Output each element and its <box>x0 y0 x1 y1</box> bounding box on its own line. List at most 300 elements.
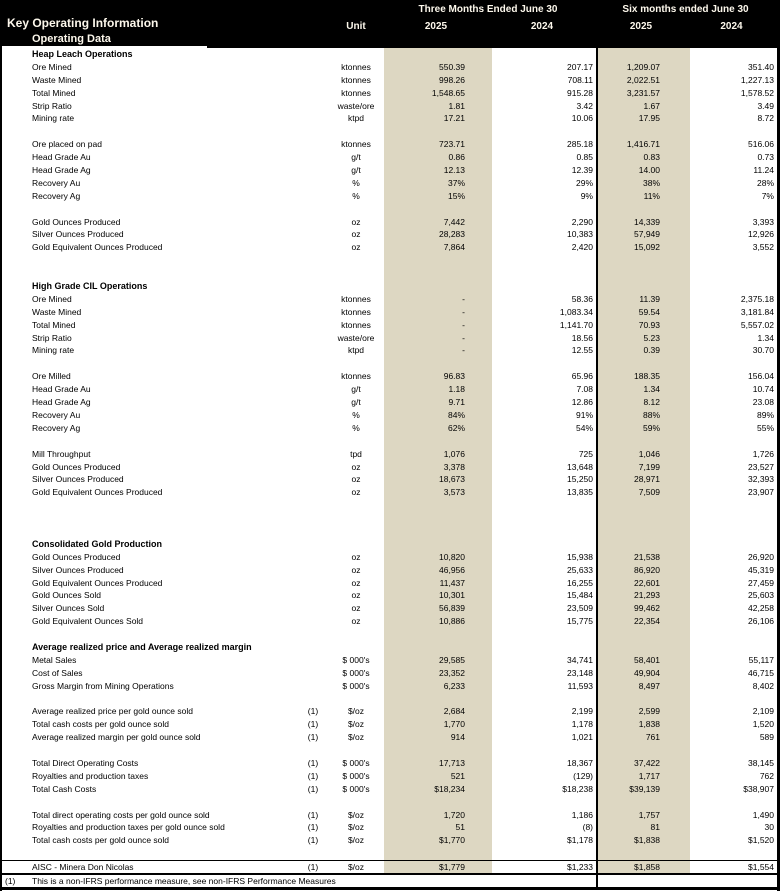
value-3m-2025 <box>384 512 492 525</box>
row-label: Consolidated Gold Production <box>32 538 162 549</box>
table-row <box>2 680 777 693</box>
row-note <box>298 190 328 203</box>
value-3m-2024: 12.55 <box>571 345 593 356</box>
value-3m-2024 <box>492 847 596 860</box>
value-6m-2024: 0.73 <box>757 152 774 163</box>
value-3m-2025: 7,442 <box>384 216 492 229</box>
value-6m-2025: 1,717 <box>596 770 690 783</box>
row-label: Waste Mined <box>32 74 82 85</box>
row-unit <box>328 267 384 280</box>
value-3m-2025: 550.39 <box>384 61 492 74</box>
value-3m-2025: - <box>384 344 492 357</box>
value-6m-2025 <box>596 203 690 216</box>
row-unit <box>328 280 384 293</box>
row-note <box>298 564 328 577</box>
unit-column-header: Unit <box>346 21 366 32</box>
value-3m-2024: 708.11 <box>567 74 593 85</box>
table-row <box>2 370 777 383</box>
value-6m-2025 <box>596 538 690 551</box>
table-row <box>2 602 777 615</box>
value-3m-2024: 23,148 <box>567 667 593 678</box>
value-6m-2025: 22,601 <box>596 577 690 590</box>
value-3m-2025: 1.81 <box>384 100 492 113</box>
row-label: Gross Margin from Mining Operations <box>32 680 174 691</box>
row-label: Silver Ounces Produced <box>32 474 124 485</box>
value-3m-2025 <box>384 847 492 860</box>
row-label <box>2 254 298 267</box>
value-3m-2024 <box>492 499 596 512</box>
table-row <box>2 280 777 293</box>
value-3m-2024 <box>492 512 596 525</box>
value-6m-2025: 70.93 <box>596 319 690 332</box>
value-6m-2024: 1,726 <box>752 448 774 459</box>
value-3m-2025: $1,779 <box>384 861 492 873</box>
value-3m-2025: 9.71 <box>384 396 492 409</box>
row-label: Average realized price per gold ounce sold <box>32 706 193 717</box>
value-3m-2025 <box>384 203 492 216</box>
row-note <box>298 847 328 860</box>
row-note <box>298 151 328 164</box>
table-row <box>2 473 777 486</box>
row-note <box>298 254 328 267</box>
value-3m-2024: 15,250 <box>567 474 593 485</box>
row-label <box>2 744 298 757</box>
period-group-six-months: Six months ended June 30 <box>622 4 749 15</box>
value-6m-2025: 8,497 <box>596 680 690 693</box>
table-row <box>2 809 777 822</box>
value-6m-2024: 351.40 <box>748 61 774 72</box>
row-label: Recovery Ag <box>32 190 81 201</box>
row-note <box>298 319 328 332</box>
row-note <box>298 796 328 809</box>
value-6m-2025: 99,462 <box>596 602 690 615</box>
row-label <box>2 512 298 525</box>
row-note <box>298 177 328 190</box>
row-unit: oz <box>351 590 361 601</box>
table-row <box>2 731 777 744</box>
row-label: Average realized price and Average realized margin <box>32 641 252 652</box>
row-label: Silver Ounces Sold <box>32 603 105 614</box>
value-6m-2025: 22,354 <box>596 615 690 628</box>
row-unit <box>328 847 384 860</box>
row-note: (1) <box>307 770 319 781</box>
row-note <box>298 383 328 396</box>
row-note: (1) <box>307 732 319 743</box>
value-3m-2024: 11,593 <box>567 680 593 691</box>
value-3m-2024 <box>492 641 596 654</box>
value-6m-2025 <box>596 847 690 860</box>
value-3m-2024: 18.56 <box>571 332 593 343</box>
table-row <box>2 435 777 448</box>
row-note: (1) <box>307 706 319 717</box>
value-6m-2024: 26,106 <box>748 616 774 627</box>
value-3m-2024: 2,420 <box>571 242 593 253</box>
value-6m-2025 <box>596 254 690 267</box>
value-3m-2025: 12.13 <box>384 164 492 177</box>
row-label: Gold Equivalent Ounces Produced <box>32 242 163 253</box>
row-unit <box>328 796 384 809</box>
row-unit: $/oz <box>347 809 365 820</box>
value-6m-2025: 15,092 <box>596 241 690 254</box>
value-3m-2024: 10.06 <box>571 113 593 124</box>
value-3m-2024 <box>492 744 596 757</box>
value-6m-2024 <box>690 125 777 138</box>
value-3m-2025: 23,352 <box>384 667 492 680</box>
table-row <box>2 332 777 345</box>
value-6m-2025 <box>596 744 690 757</box>
value-3m-2024: $1,233 <box>567 862 593 873</box>
value-6m-2025: 11% <box>596 190 690 203</box>
value-3m-2025: 62% <box>384 422 492 435</box>
value-6m-2024 <box>690 357 777 370</box>
value-3m-2024: 1,178 <box>571 719 593 730</box>
value-6m-2024: 32,393 <box>748 474 774 485</box>
value-3m-2024: $1,178 <box>567 835 593 846</box>
value-3m-2024: 65.96 <box>571 371 593 382</box>
row-unit <box>328 254 384 267</box>
value-6m-2025: 1.34 <box>596 383 690 396</box>
value-6m-2024: 38,145 <box>748 757 774 768</box>
row-unit: $ 000's <box>342 654 370 665</box>
value-3m-2025 <box>384 125 492 138</box>
value-6m-2024: 55,117 <box>748 654 774 665</box>
row-unit: % <box>352 177 360 188</box>
table-row <box>2 61 777 74</box>
page-subtitle: Operating Data <box>32 33 111 45</box>
row-note <box>298 577 328 590</box>
value-6m-2025: 88% <box>596 409 690 422</box>
row-label: Ore Milled <box>32 371 71 382</box>
table-row <box>2 293 777 306</box>
value-3m-2024: 13,648 <box>567 461 593 472</box>
row-label: Gold Ounces Produced <box>32 461 121 472</box>
value-3m-2024: 15,484 <box>567 590 593 601</box>
table-row <box>2 641 777 654</box>
table-row <box>2 254 777 267</box>
value-3m-2024: 10,383 <box>567 229 593 240</box>
value-6m-2025: 761 <box>596 731 690 744</box>
value-3m-2024: 1,186 <box>571 809 593 820</box>
row-unit: ktpd <box>347 113 365 124</box>
row-unit: ktonnes <box>341 319 371 330</box>
row-unit: oz <box>351 616 361 627</box>
value-3m-2025 <box>384 693 492 706</box>
value-6m-2024: 23.08 <box>752 397 774 408</box>
value-3m-2024 <box>492 693 596 706</box>
row-label: High Grade CIL Operations <box>32 281 148 292</box>
value-6m-2024 <box>690 628 777 641</box>
value-3m-2024 <box>492 796 596 809</box>
value-6m-2025: 7,199 <box>596 461 690 474</box>
table-row <box>2 357 777 370</box>
row-unit: ktpd <box>347 345 365 356</box>
table-row <box>2 744 777 757</box>
value-6m-2024 <box>690 435 777 448</box>
row-note <box>298 293 328 306</box>
row-note <box>298 61 328 74</box>
value-3m-2025: 1,720 <box>384 809 492 822</box>
row-unit: g/t <box>351 397 361 408</box>
row-label: Head Grade Ag <box>32 165 91 176</box>
value-6m-2024 <box>690 512 777 525</box>
value-3m-2025: 17,713 <box>384 757 492 770</box>
value-3m-2025: 10,301 <box>384 589 492 602</box>
table-row <box>2 628 777 641</box>
value-3m-2025: 84% <box>384 409 492 422</box>
table-row <box>2 87 777 100</box>
row-label: Gold Ounces Produced <box>32 551 121 562</box>
value-6m-2024: 26,920 <box>748 551 774 562</box>
value-6m-2024: 11.24 <box>753 165 774 176</box>
table-row <box>2 461 777 474</box>
value-3m-2024: 1,141.70 <box>559 319 593 330</box>
value-6m-2025: 21,293 <box>596 589 690 602</box>
row-note <box>298 422 328 435</box>
table-row <box>2 164 777 177</box>
table-row <box>2 589 777 602</box>
value-6m-2025: 14.00 <box>596 164 690 177</box>
row-note <box>298 409 328 422</box>
value-3m-2025: 6,233 <box>384 680 492 693</box>
value-6m-2024: 27,459 <box>748 577 774 588</box>
value-3m-2025: - <box>384 293 492 306</box>
table-row <box>2 667 777 680</box>
value-6m-2024: 23,907 <box>748 487 774 498</box>
value-6m-2024 <box>690 847 777 860</box>
row-note <box>298 602 328 615</box>
value-6m-2025: 49,904 <box>596 667 690 680</box>
row-note <box>298 112 328 125</box>
value-6m-2025 <box>596 280 690 293</box>
value-3m-2025: 51 <box>384 821 492 834</box>
table-row <box>2 486 777 499</box>
value-6m-2024 <box>690 693 777 706</box>
row-label: Mining rate <box>32 345 75 356</box>
value-6m-2024: 1,227.13 <box>740 74 774 85</box>
row-note <box>298 344 328 357</box>
value-3m-2024: 915.28 <box>567 87 593 98</box>
value-3m-2025: 3,378 <box>384 461 492 474</box>
row-label: Average realized margin per gold ounce sold <box>32 732 201 743</box>
row-unit: g/t <box>351 384 361 395</box>
value-6m-2025 <box>596 357 690 370</box>
table-row <box>2 705 777 718</box>
value-3m-2024: 29% <box>575 177 593 188</box>
row-label: Head Grade Au <box>32 384 91 395</box>
table-row <box>2 177 777 190</box>
value-6m-2024: 8,402 <box>752 680 774 691</box>
value-6m-2024 <box>690 203 777 216</box>
value-6m-2024: 1,578.52 <box>740 87 774 98</box>
value-6m-2024: 7% <box>761 190 774 201</box>
year-header-6m-2025: 2025 <box>629 21 653 32</box>
row-label: Total cash costs per gold ounce sold <box>32 719 170 730</box>
value-3m-2025: 3,573 <box>384 486 492 499</box>
value-3m-2024 <box>492 435 596 448</box>
table-row <box>2 551 777 564</box>
row-unit <box>328 628 384 641</box>
row-label: Recovery Ag <box>32 422 81 433</box>
table-row <box>2 499 777 512</box>
table-row <box>2 100 777 113</box>
value-3m-2025 <box>384 357 492 370</box>
value-3m-2025: 11,437 <box>384 577 492 590</box>
value-6m-2025: 17.95 <box>596 112 690 125</box>
row-unit: oz <box>351 551 361 562</box>
row-label: Ore placed on pad <box>32 139 102 150</box>
value-6m-2024: 1.34 <box>757 332 774 343</box>
value-3m-2024 <box>492 254 596 267</box>
row-note <box>298 628 328 641</box>
row-note <box>298 448 328 461</box>
value-6m-2025 <box>596 628 690 641</box>
row-note <box>298 396 328 409</box>
value-3m-2025 <box>384 641 492 654</box>
row-label: Mining rate <box>32 113 75 124</box>
row-note <box>298 435 328 448</box>
value-3m-2025: 37% <box>384 177 492 190</box>
table-row <box>2 216 777 229</box>
row-unit: waste/ore <box>337 100 375 111</box>
value-6m-2024 <box>690 744 777 757</box>
row-unit: ktonnes <box>341 306 371 317</box>
value-6m-2024: 46,715 <box>748 667 774 678</box>
value-6m-2025: 2,599 <box>596 705 690 718</box>
value-6m-2024: 23,527 <box>748 461 774 472</box>
row-label <box>2 357 298 370</box>
row-label: Head Grade Au <box>32 152 91 163</box>
value-3m-2025: $18,234 <box>384 783 492 796</box>
value-6m-2025: 81 <box>596 821 690 834</box>
row-unit <box>328 125 384 138</box>
table-row <box>2 228 777 241</box>
row-note <box>298 641 328 654</box>
row-note <box>298 615 328 628</box>
row-unit: $/oz <box>347 862 365 873</box>
row-unit: oz <box>351 461 361 472</box>
table-row <box>2 783 777 796</box>
value-3m-2024: 0.85 <box>576 152 593 163</box>
value-6m-2025: 2,022.51 <box>596 74 690 87</box>
table-row <box>2 190 777 203</box>
year-header-6m-2024: 2024 <box>720 21 743 32</box>
page-title: Key Operating Information <box>7 16 159 30</box>
table-row <box>2 48 777 61</box>
row-label: Cost of Sales <box>32 667 83 678</box>
row-unit: $ 000's <box>342 757 370 768</box>
value-3m-2024: 3.42 <box>576 100 593 111</box>
row-note <box>298 203 328 216</box>
row-note <box>298 499 328 512</box>
table-row <box>2 654 777 667</box>
value-3m-2024: (8) <box>582 822 593 833</box>
value-6m-2025 <box>596 641 690 654</box>
report-header <box>2 0 777 48</box>
value-6m-2024: 10.74 <box>752 384 774 395</box>
value-3m-2024 <box>492 125 596 138</box>
value-6m-2025: 37,422 <box>596 757 690 770</box>
row-label: Gold Equivalent Ounces Produced <box>32 577 163 588</box>
footnote-spacer <box>596 875 777 887</box>
row-note <box>298 100 328 113</box>
value-3m-2025: 1,770 <box>384 718 492 731</box>
value-6m-2025: 1,838 <box>596 718 690 731</box>
row-label: Recovery Au <box>32 409 81 420</box>
value-3m-2024: 18,367 <box>567 757 593 768</box>
value-6m-2025: $1,838 <box>596 834 690 847</box>
row-label: Waste Mined <box>32 306 82 317</box>
table-row <box>2 344 777 357</box>
value-6m-2024 <box>690 538 777 551</box>
value-6m-2025: 21,538 <box>596 551 690 564</box>
value-6m-2025: 58,401 <box>596 654 690 667</box>
row-label: Gold Ounces Produced <box>32 216 121 227</box>
value-6m-2025 <box>596 796 690 809</box>
value-6m-2024: 762 <box>759 770 774 781</box>
value-6m-2024: 1,490 <box>752 809 774 820</box>
row-note <box>298 87 328 100</box>
value-3m-2024: $18,238 <box>562 783 593 794</box>
value-6m-2024 <box>690 525 777 538</box>
row-note <box>298 589 328 602</box>
row-label: Gold Equivalent Ounces Produced <box>32 487 163 498</box>
row-note <box>298 241 328 254</box>
row-unit: $ 000's <box>342 667 370 678</box>
row-note <box>298 693 328 706</box>
table-row <box>2 757 777 770</box>
value-6m-2024: 516.06 <box>748 139 774 150</box>
table-row <box>2 151 777 164</box>
value-6m-2024 <box>690 267 777 280</box>
row-unit: g/t <box>351 152 361 163</box>
row-unit: oz <box>351 564 361 575</box>
row-unit: oz <box>351 242 361 253</box>
row-note: (1) <box>307 835 319 846</box>
value-6m-2024 <box>690 796 777 809</box>
value-6m-2024: 1,520 <box>752 719 774 730</box>
value-3m-2024: 54% <box>575 422 593 433</box>
row-note <box>298 74 328 87</box>
row-note <box>298 357 328 370</box>
row-note: (1) <box>307 719 319 730</box>
value-3m-2024: 91% <box>575 409 593 420</box>
row-unit: $/oz <box>347 835 365 846</box>
table-row <box>2 525 777 538</box>
footnote-row <box>2 873 777 890</box>
value-3m-2024: 1,021 <box>571 732 593 743</box>
row-unit: % <box>352 409 360 420</box>
value-3m-2024: 58.36 <box>571 293 593 304</box>
value-6m-2025: 0.39 <box>596 344 690 357</box>
table-row <box>2 74 777 87</box>
row-unit <box>328 641 384 654</box>
row-label: AISC - Minera Don Nicolas <box>32 862 134 873</box>
row-note <box>298 551 328 564</box>
table-row <box>2 615 777 628</box>
value-6m-2025: 1,757 <box>596 809 690 822</box>
table-row <box>2 693 777 706</box>
row-note <box>298 216 328 229</box>
value-3m-2024: (129) <box>573 770 593 781</box>
value-3m-2025 <box>384 796 492 809</box>
row-unit: % <box>352 190 360 201</box>
value-3m-2025 <box>384 628 492 641</box>
row-unit: $/oz <box>347 719 365 730</box>
value-3m-2025: 0.86 <box>384 151 492 164</box>
row-note: (1) <box>307 757 319 768</box>
value-3m-2025: 723.71 <box>384 138 492 151</box>
value-6m-2025: 1,046 <box>596 448 690 461</box>
